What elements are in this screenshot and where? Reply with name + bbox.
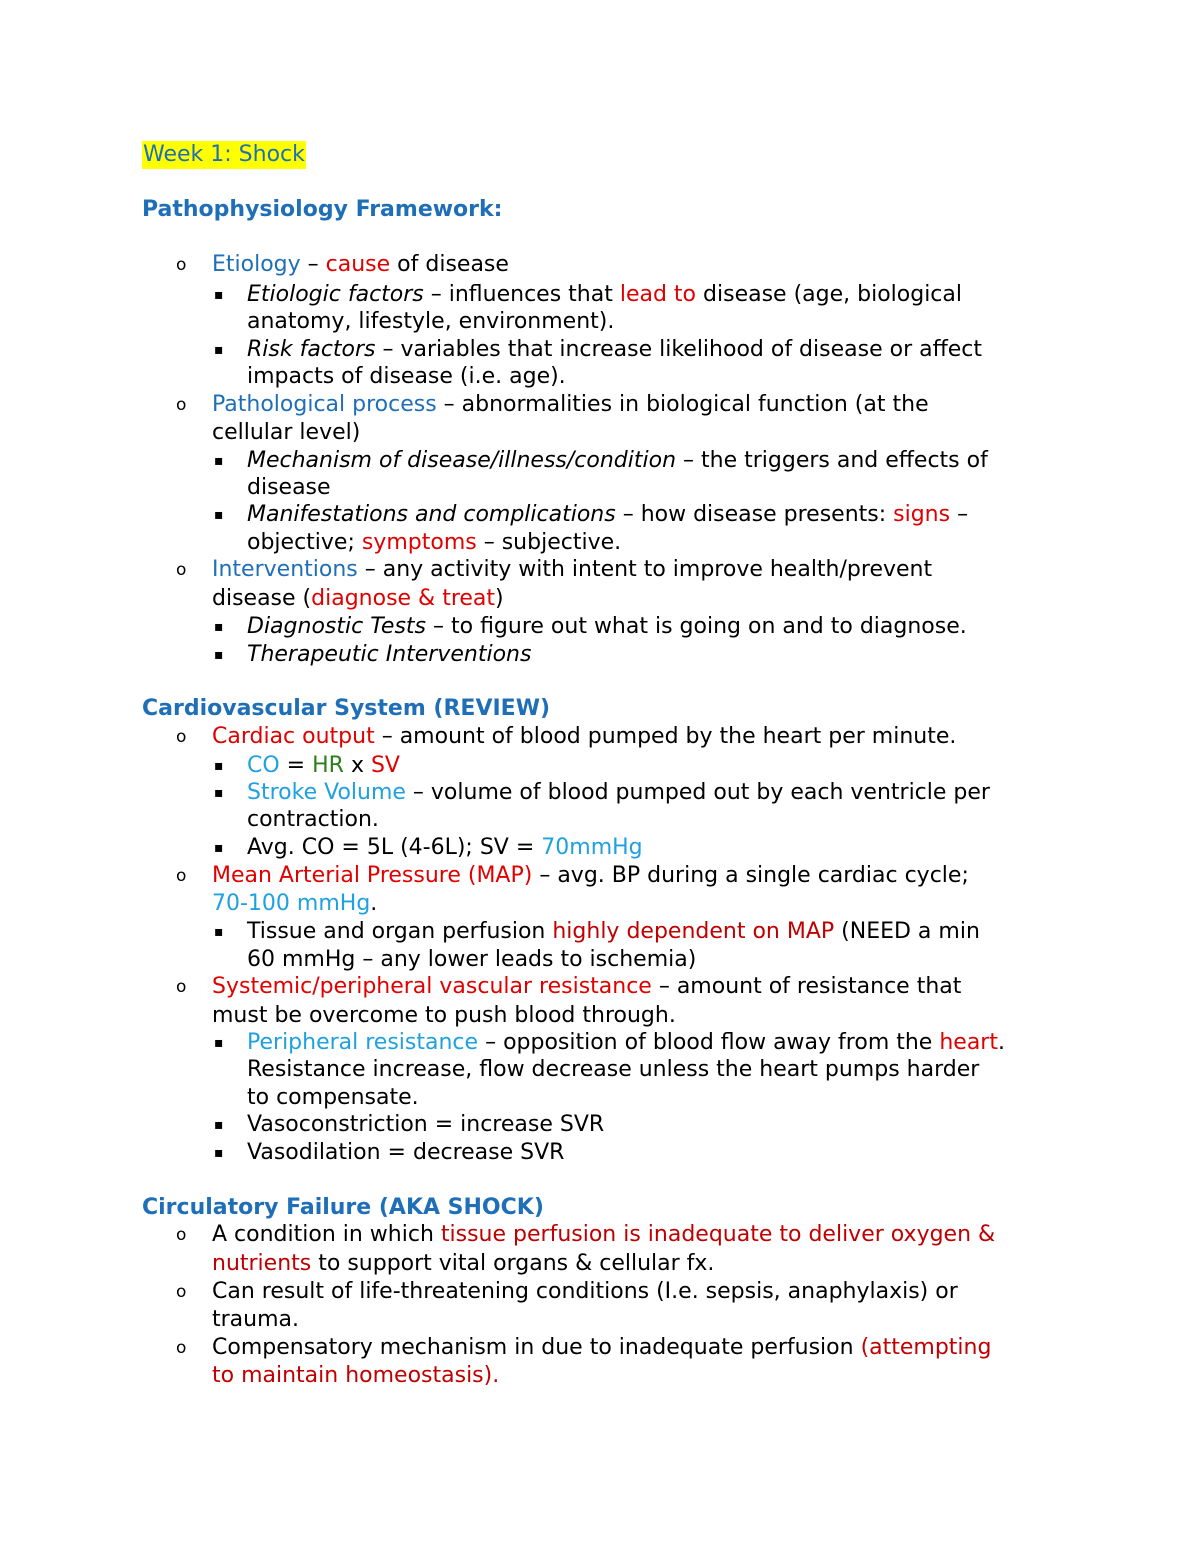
list-item-manifestations bbox=[247, 501, 968, 529]
list-item-continuation: contraction. bbox=[247, 807, 379, 832]
section-heading-cardiovascular: Cardiovascular System (REVIEW) bbox=[142, 696, 551, 721]
value-sv: 70mmHg bbox=[541, 835, 643, 860]
text: – influences that bbox=[423, 282, 620, 307]
text: Avg. CO = 5L (4-6L); SV = bbox=[247, 835, 542, 860]
highlight-diagnose-treat: diagnose & treat bbox=[311, 586, 496, 611]
list-item-continuation: impacts of disease (i.e. age). bbox=[247, 364, 566, 389]
list-item-continuation: 60 mmHg – any lower leads to ischemia) bbox=[247, 947, 697, 972]
list-item-avg-co bbox=[247, 834, 643, 862]
list-item-continuation: to maintain homeostasis). bbox=[212, 1363, 500, 1388]
list-item-cardiac-output bbox=[212, 723, 956, 751]
term-peripheral-resistance: Peripheral resistance bbox=[247, 1030, 479, 1055]
term-diagnostic-tests: Diagnostic Tests bbox=[247, 614, 426, 639]
list-item-compensatory bbox=[212, 1334, 991, 1362]
list-item-interventions bbox=[212, 556, 932, 584]
list-item-stroke-volume bbox=[247, 779, 990, 807]
list-item-continuation bbox=[247, 529, 621, 557]
highlight-heart: heart bbox=[939, 1030, 998, 1055]
list-item-continuation bbox=[212, 1250, 714, 1278]
highlight-signs: signs bbox=[893, 502, 951, 527]
bullet-circle-icon: o bbox=[176, 1338, 187, 1358]
list-item-map bbox=[212, 862, 969, 890]
term-manifestations: Manifestations and complications bbox=[247, 502, 616, 527]
value-map: 70-100 mmHg bbox=[212, 891, 371, 916]
highlight-tissue-perfusion: tissue perfusion is inadequate to deliver oxygen & bbox=[440, 1222, 996, 1247]
list-item-continuation: Resistance increase, flow decrease unless the heart pumps harder bbox=[247, 1057, 980, 1082]
text: – amount of resistance that bbox=[651, 974, 962, 999]
text: . bbox=[997, 1030, 1005, 1055]
bullet-square-icon: ▪ bbox=[214, 453, 224, 469]
bullet-circle-icon: o bbox=[176, 395, 187, 415]
list-item-shock-definition bbox=[212, 1221, 995, 1249]
list-item-mechanism bbox=[247, 447, 988, 475]
term-pathological-process: Pathological process bbox=[212, 392, 437, 417]
formula-co: CO bbox=[247, 753, 280, 778]
text: – the triggers and effects of bbox=[676, 448, 988, 473]
list-item-risk-factors bbox=[247, 336, 982, 364]
text: Tissue and organ perfusion bbox=[247, 919, 553, 944]
highlight-lead-to: lead to bbox=[619, 282, 697, 307]
text: objective; bbox=[247, 530, 362, 555]
bullet-square-icon: ▪ bbox=[214, 342, 224, 358]
text: – how disease presents: bbox=[615, 502, 894, 527]
section-heading-circulatory-failure: Circulatory Failure (AKA SHOCK) bbox=[142, 1195, 544, 1220]
bullet-circle-icon: o bbox=[176, 1282, 187, 1302]
text: – variables that increase likelihood of disease or affect bbox=[375, 337, 982, 362]
text: of disease bbox=[390, 252, 509, 277]
text: Compensatory mechanism in due to inadequate perfusion bbox=[212, 1335, 861, 1360]
list-item-continuation: anatomy, lifestyle, environment). bbox=[247, 309, 615, 334]
text: – avg. BP during a single cardiac cycle; bbox=[532, 863, 969, 888]
term-etiology: Etiology bbox=[212, 252, 301, 277]
list-item-continuation bbox=[212, 890, 377, 918]
highlight-cause: cause bbox=[325, 252, 391, 277]
bullet-circle-icon: o bbox=[176, 1225, 187, 1245]
bullet-circle-icon: o bbox=[176, 727, 187, 747]
list-item-perfusion bbox=[247, 918, 980, 946]
highlight-nutrients: nutrients bbox=[212, 1251, 312, 1276]
text: ) bbox=[495, 586, 504, 611]
term-map: Mean Arterial Pressure (MAP) bbox=[212, 863, 533, 888]
text: disease ( bbox=[212, 586, 312, 611]
bullet-square-icon: ▪ bbox=[214, 507, 224, 523]
list-item-continuation: trauma. bbox=[212, 1307, 300, 1332]
list-item-continuation: must be overcome to push blood through. bbox=[212, 1003, 676, 1028]
list-item-continuation bbox=[212, 585, 504, 613]
bullet-square-icon: ▪ bbox=[214, 924, 224, 940]
text: – opposition of blood flow away from the bbox=[478, 1030, 940, 1055]
text: . bbox=[370, 891, 378, 916]
bullet-square-icon: ▪ bbox=[214, 840, 224, 856]
highlight-map-dependent: highly dependent on MAP bbox=[552, 919, 835, 944]
highlight-symptoms: symptoms bbox=[361, 530, 477, 555]
text: – bbox=[300, 252, 326, 277]
text: – subjective. bbox=[476, 530, 622, 555]
text: = bbox=[279, 753, 313, 778]
bullet-square-icon: ▪ bbox=[214, 758, 224, 774]
document-title: Week 1: Shock bbox=[143, 142, 305, 167]
highlight-attempting: (attempting bbox=[860, 1335, 992, 1360]
bullet-square-icon: ▪ bbox=[214, 785, 224, 801]
text: x bbox=[343, 753, 371, 778]
text: – bbox=[950, 502, 969, 527]
bullet-square-icon: ▪ bbox=[214, 619, 224, 635]
list-item-etiologic-factors bbox=[247, 281, 962, 309]
bullet-circle-icon: o bbox=[176, 866, 187, 886]
bullet-square-icon: ▪ bbox=[214, 1035, 224, 1051]
list-item-continuation: cellular level) bbox=[212, 420, 361, 445]
list-item-therapeutic-interventions: Therapeutic Interventions bbox=[247, 642, 532, 667]
list-item-peripheral-resistance bbox=[247, 1029, 1005, 1057]
term-svr: Systemic/peripheral vascular resistance bbox=[212, 974, 652, 999]
text: – any activity with intent to improve health/prevent bbox=[357, 557, 933, 582]
list-item-co-formula bbox=[247, 752, 400, 780]
term-interventions: Interventions bbox=[212, 557, 358, 582]
bullet-square-icon: ▪ bbox=[214, 647, 224, 663]
bullet-circle-icon: o bbox=[176, 560, 187, 580]
term-cardiac-output: Cardiac output bbox=[212, 724, 375, 749]
formula-hr: HR bbox=[312, 753, 344, 778]
list-item-svr bbox=[212, 973, 961, 1001]
term-etiologic-factors: Etiologic factors bbox=[247, 282, 424, 307]
text: – to figure out what is going on and to diagnose. bbox=[426, 614, 967, 639]
bullet-square-icon: ▪ bbox=[214, 287, 224, 303]
text: to support vital organs & cellular fx. bbox=[311, 1251, 715, 1276]
term-risk-factors: Risk factors bbox=[247, 337, 376, 362]
text: A condition in which bbox=[212, 1222, 441, 1247]
list-item-etiology bbox=[212, 251, 509, 279]
list-item-vasoconstriction: Vasoconstriction = increase SVR bbox=[247, 1112, 605, 1137]
text: – amount of blood pumped by the heart per minute. bbox=[374, 724, 957, 749]
bullet-square-icon: ▪ bbox=[214, 1145, 224, 1161]
bullet-circle-icon: o bbox=[176, 977, 187, 997]
term-mechanism: Mechanism of disease/illness/condition bbox=[247, 448, 677, 473]
term-stroke-volume: Stroke Volume bbox=[247, 780, 406, 805]
list-item-pathological-process bbox=[212, 391, 929, 419]
text: – abnormalities in biological function (at the bbox=[436, 392, 929, 417]
text: – volume of blood pumped out by each ventricle per bbox=[405, 780, 990, 805]
list-item-continuation: to compensate. bbox=[247, 1085, 419, 1110]
bullet-circle-icon: o bbox=[176, 255, 187, 275]
list-item-continuation: disease bbox=[247, 475, 331, 500]
list-item-diagnostic-tests bbox=[247, 613, 967, 641]
list-item-vasodilation: Vasodilation = decrease SVR bbox=[247, 1140, 565, 1165]
bullet-square-icon: ▪ bbox=[214, 1117, 224, 1133]
formula-sv: SV bbox=[370, 753, 400, 778]
section-heading-pathophysiology: Pathophysiology Framework: bbox=[142, 197, 503, 222]
text: (NEED a min bbox=[834, 919, 980, 944]
list-item-shock-causes: Can result of life-threatening conditions (I.e. sepsis, anaphylaxis) or bbox=[212, 1279, 958, 1304]
text: disease (age, biological bbox=[696, 282, 962, 307]
